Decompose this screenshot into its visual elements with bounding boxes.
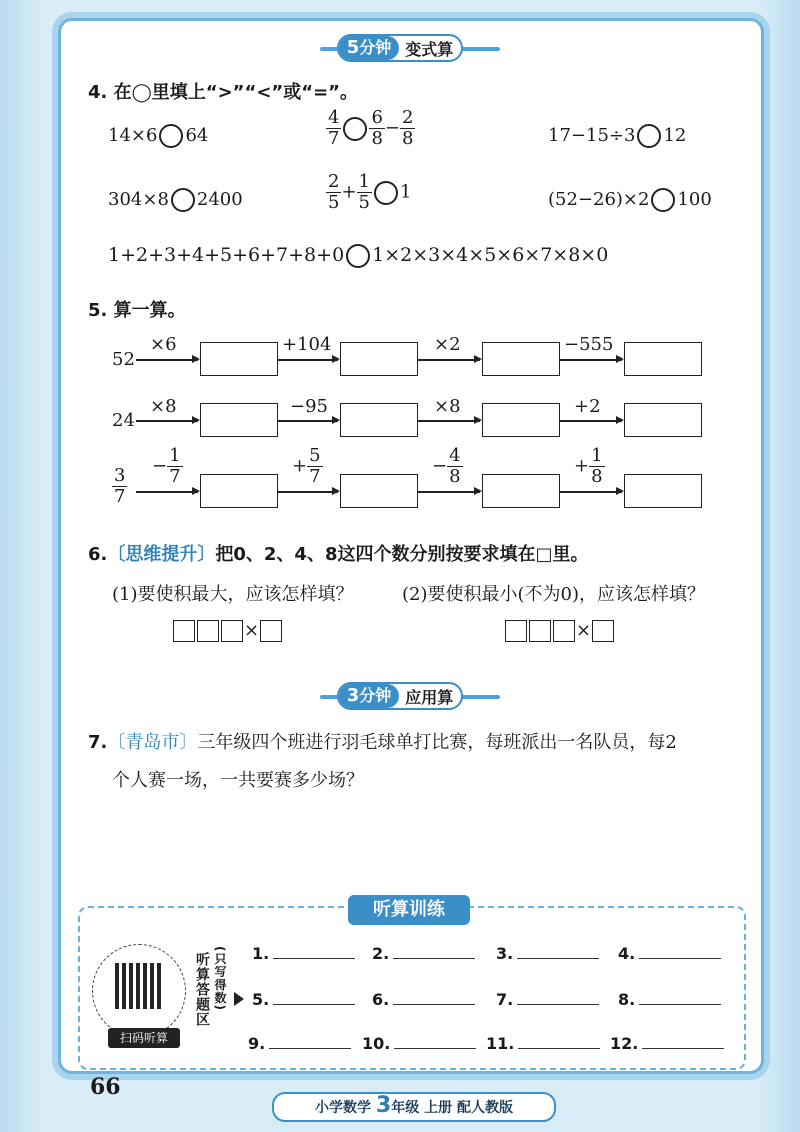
chain-op: + $\frac{1}{8}$ [574,445,603,487]
answer-slot[interactable]: 10. [362,1034,476,1053]
answer-box[interactable] [482,342,560,376]
chain-arrow [560,491,622,493]
q4-item-4 [108,188,243,212]
chain-op: −95 [290,396,328,417]
expr-right: 1 [400,181,412,203]
qr-code-icon [115,963,161,1009]
question-5-label: 5. 算一算。 [88,300,186,321]
q6-part-2: (2)要使积最小(不为0)，应该怎样填？ [402,584,705,605]
expr-left: 14×6 [108,125,158,146]
answer-circle[interactable] [171,188,195,212]
expr-right: 100 [677,189,712,210]
chain-arrow [560,420,622,422]
chain-op: − $\frac{1}{7}$ [152,445,181,487]
chain-op: + $\frac{5}{7}$ [292,445,321,487]
question-7-line-1 [88,728,677,754]
answer-slot[interactable]: 1. [252,944,355,963]
fraction: $\frac{4}{7}$ [328,107,340,149]
chain-start-fraction: $\frac{3}{7}$ [114,465,126,507]
q4-item-1 [108,124,208,148]
digit-box[interactable] [529,620,551,642]
minus-sign: − [384,117,400,139]
answer-box[interactable] [200,342,278,376]
expr-left: 1+2+3+4+5+6+7+8+0 [108,244,345,266]
digit-box[interactable] [221,620,243,642]
answer-box[interactable] [624,474,702,508]
q4-item-2 [326,108,415,149]
answer-box[interactable] [340,403,418,437]
answer-zone-note: (只写得数) [213,946,227,1011]
answer-box[interactable] [340,474,418,508]
timer-number: 3 [346,685,360,706]
q4-item-7 [108,244,608,268]
timer-badge [339,684,400,708]
digit-box[interactable] [173,620,195,642]
answer-circle[interactable] [159,124,183,148]
answer-zone-label: 听算答题区 [194,952,210,1027]
chain-start: 52 [112,349,135,370]
fraction: $\frac{1}{5}$ [358,171,370,213]
chain-op: ×8 [434,396,461,417]
section-title: 应用算 [405,687,454,707]
question-number: 7. [88,732,108,753]
qr-label: 扫码听算 [108,1028,180,1048]
chain-arrow [278,359,338,361]
question-tag: 〔思维提升〕 [107,544,216,565]
answer-circle[interactable] [343,117,367,141]
answer-box[interactable] [624,342,702,376]
chain-arrow [136,491,198,493]
question-tag: 〔青岛市〕 [107,732,198,753]
chain-op: − $\frac{4}{8}$ [432,445,461,487]
digit-box[interactable] [592,620,614,642]
expr-right: 64 [185,125,209,146]
answer-slot[interactable]: 12. [610,1034,724,1053]
chain-arrow [278,420,338,422]
answer-slot[interactable]: 9. [248,1034,351,1053]
answer-circle[interactable] [651,188,675,212]
answer-slot[interactable]: 6. [372,990,475,1009]
q6-boxes-1: × [172,620,283,642]
section-title: 变式算 [405,39,454,59]
q6-boxes-2: × [504,620,615,642]
question-7-line-2: 个人赛一场，一共要赛多少场？ [112,770,364,791]
listening-title: 听算训练 [348,895,470,925]
answer-box[interactable] [200,474,278,508]
chain-op: +2 [574,396,601,417]
question-4-label: 4. 在◯里填上“>”“<”或“=”。 [88,82,358,103]
expr-left: (52−26)×2 [548,189,650,210]
timer-unit: 分钟 [359,686,392,705]
chain-arrow [136,359,198,361]
chain-op: ×8 [150,396,177,417]
fraction: $\frac{2}{5}$ [328,171,340,213]
chain-arrow [418,359,480,361]
expr-right: 2400 [196,189,243,210]
q4-item-3 [548,124,686,148]
answer-slot[interactable]: 7. [496,990,599,1009]
qr-code-frame[interactable] [92,944,186,1038]
q4-item-5 [326,172,411,213]
answer-slot[interactable]: 11. [486,1034,600,1053]
timer-unit: 分钟 [359,38,392,57]
answer-slot[interactable]: 2. [372,944,475,963]
answer-circle[interactable] [374,181,398,205]
digit-box[interactable] [260,620,282,642]
question-text: 三年级四个班进行羽毛球单打比赛，每班派出一名队员，每2 [197,732,677,753]
chain-op: ×2 [434,334,461,355]
answer-box[interactable] [482,474,560,508]
chain-op: −555 [564,334,614,355]
answer-circle[interactable] [346,244,370,268]
expr-right: 1×2×3×4×5×6×7×8×0 [372,244,609,266]
chain-arrow [418,491,480,493]
answer-slot[interactable]: 3. [496,944,599,963]
answer-slot[interactable]: 5. [252,990,355,1009]
header-pill [337,682,464,710]
answer-box[interactable] [624,403,702,437]
answer-box[interactable] [340,342,418,376]
digit-box[interactable] [505,620,527,642]
answer-slot[interactable]: 8. [618,990,721,1009]
q6-part-1: (1)要使积最大，应该怎样填？ [112,584,354,605]
digit-box[interactable] [197,620,219,642]
question-number: 6. [88,544,108,565]
expr-left: 17−15÷3 [548,125,636,146]
page-number: 66 [90,1074,121,1100]
timer-number: 5 [346,37,360,58]
answer-circle[interactable] [637,124,661,148]
chain-start: 24 [112,410,135,431]
chain-arrow [278,491,338,493]
expr-right: 12 [663,125,687,146]
chain-arrow [560,359,622,361]
answer-box[interactable] [482,403,560,437]
question-text: 把0、2、4、8这四个数分别按要求填在□里。 [215,544,589,565]
book-footer: 小学数学 3年级 上册 配人教版 [272,1092,556,1122]
section-header-variant [0,34,800,62]
answer-slot[interactable]: 4. [618,944,721,963]
timer-badge [339,36,400,60]
chain-arrow [418,420,480,422]
chain-op: +104 [282,334,332,355]
expr-left: 304×8 [108,189,169,210]
header-pill [337,34,464,62]
question-6 [88,540,588,566]
plus-sign: + [341,181,357,203]
chain-op: ×6 [150,334,177,355]
digit-box[interactable] [553,620,575,642]
fraction: $\frac{2}{8}$ [402,107,414,149]
q4-item-6 [548,188,712,212]
chain-arrow [136,420,198,422]
fraction: $\frac{6}{8}$ [371,107,383,149]
answer-box[interactable] [200,403,278,437]
pointer-icon [234,992,244,1006]
section-header-application [0,682,800,710]
